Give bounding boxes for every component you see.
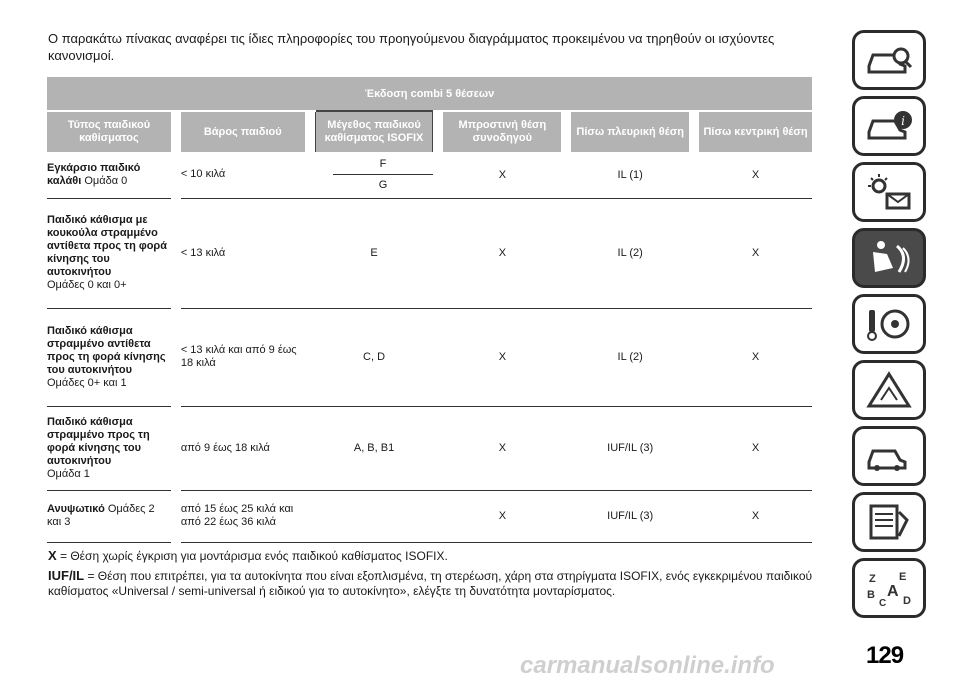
warning-lights-icon <box>863 172 915 212</box>
car-service-icon <box>863 436 915 476</box>
car-info-icon <box>863 106 915 146</box>
seat-type: Παιδικό κάθισμα στραμμένο προς τη φορά κίνησης του αυτοκινήτου Ομάδα 1 <box>47 406 171 490</box>
front-value: X <box>443 308 561 406</box>
rear-side-value: IL (1) <box>571 152 689 198</box>
header-rear-side: Πίσω πλευρική θέση <box>571 111 689 152</box>
isofix-size: A, B, B1 <box>315 406 433 490</box>
front-value: X <box>443 406 561 490</box>
seat-type: Παιδικό κάθισμα στραμμένο αντίθετα προς τη φορά κίνησης του αυτοκινήτου Ομάδες 0+ και 1 <box>47 308 171 406</box>
rear-center-value: X <box>699 490 812 542</box>
table-row <box>47 308 812 406</box>
chapter-tab-5[interactable] <box>852 294 926 354</box>
rear-side-value: IL (2) <box>571 198 689 308</box>
rear-side-value: IUF/IL (3) <box>571 490 689 542</box>
seat-type: Ανυψωτικό Ομάδες 2 και 3 <box>47 490 171 542</box>
chapter-sidebar <box>852 30 926 624</box>
isofix-size: C, D <box>315 308 433 406</box>
svg-text:i: i <box>901 114 905 128</box>
note-iuf-il: IUF/IL = Θέση που επιτρέπει, για τα αυτοκίνητα που είναι εξοπλισμένα, τη στερέωση, χάρη στα στηρίγματα ISOFIX, ενός εγκεκριμένου παιδικού καθίσματος «Universal / semi-universal ή ειδικού για το αυτοκίνητο», ελέγξτε τη δυνατότητα μονταρίσματος. <box>48 568 813 598</box>
isofix-size: E <box>315 198 433 308</box>
front-value: X <box>443 198 561 308</box>
isofix-size-g: G <box>378 179 388 192</box>
seat-type: Παιδικό κάθισμα με κουκούλα στραμμένο αντίθετα προς τη φορά κίνησης του αυτοκινήτου Ομάδες 0 και 0+ <box>47 198 171 308</box>
checklist-icon <box>863 502 915 542</box>
front-value: X <box>443 490 561 542</box>
svg-text:E: E <box>899 571 907 583</box>
child-weight: < 13 κιλά <box>181 198 305 308</box>
watermark: carmanualsonline.info <box>520 652 775 679</box>
page-number: 129 <box>866 642 904 669</box>
airbag-seat-icon <box>863 238 915 278</box>
rear-side-value: IL (2) <box>571 308 689 406</box>
chapter-tab-safety[interactable] <box>852 228 926 288</box>
svg-text:D: D <box>903 595 911 607</box>
seat-type: Εγκάρσιο παιδικό καλάθι Ομάδα 0 <box>47 152 171 198</box>
chapter-tab-2[interactable] <box>852 96 926 156</box>
rear-center-value: X <box>699 406 812 490</box>
front-value: X <box>443 152 561 198</box>
steering-key-icon <box>863 304 915 344</box>
road-warning-icon <box>863 370 915 410</box>
note-x: X = Θέση χωρίς έγκριση για μοντάρισμα ενός παιδικού καθίσματος ISOFIX. <box>48 548 448 563</box>
car-search-icon <box>863 40 915 80</box>
child-weight: < 10 κιλά <box>181 152 305 198</box>
rear-center-value: X <box>699 198 812 308</box>
isofix-size-f: F <box>333 154 433 175</box>
svg-text:C: C <box>879 598 887 608</box>
header-front: Μπροστινή θέση συνοδηγού <box>443 111 561 152</box>
header-isofix: Μέγεθος παιδικού καθίσματος ISOFIX <box>315 111 433 152</box>
chapter-tab-3[interactable] <box>852 162 926 222</box>
child-weight: < 13 κιλά και από 9 έως 18 κιλά <box>181 308 305 406</box>
edition-header: Έκδοση combi 5 θέσεων <box>47 77 812 111</box>
table-row <box>47 198 812 308</box>
svg-text:B: B <box>867 589 875 601</box>
chapter-tab-6[interactable] <box>852 360 926 420</box>
header-weight: Βάρος παιδιού <box>181 111 305 152</box>
svg-text:A: A <box>887 583 899 600</box>
chapter-tab-1[interactable] <box>852 30 926 90</box>
chapter-tab-7[interactable] <box>852 426 926 486</box>
child-weight: από 9 έως 18 κιλά <box>181 406 305 490</box>
child-seat-table <box>47 77 812 543</box>
header-rear-center: Πίσω κεντρική θέση <box>699 111 812 152</box>
table-notes <box>48 548 818 603</box>
isofix-size <box>315 152 433 198</box>
alphabet-index-icon <box>863 568 915 608</box>
isofix-size <box>315 490 433 542</box>
intro-text: Ο παρακάτω πίνακας αναφέρει τις ίδιες πληροφορίες του προηγούμενου διαγράμματος προκειμένου να τηρηθούν οι ισχύοντες κανονισμοί. <box>48 31 775 63</box>
rear-center-value: X <box>699 308 812 406</box>
table-row <box>47 490 812 542</box>
chapter-tab-9[interactable] <box>852 558 926 618</box>
rear-side-value: IUF/IL (3) <box>571 406 689 490</box>
table-row <box>47 406 812 490</box>
chapter-tab-8[interactable] <box>852 492 926 552</box>
header-type: Τύπος παιδικού καθίσματος <box>47 111 171 152</box>
rear-center-value: X <box>699 152 812 198</box>
table-row <box>47 152 812 198</box>
svg-text:Z: Z <box>869 573 876 585</box>
child-weight: από 15 έως 25 κιλά και από 22 έως 36 κιλά <box>181 490 305 542</box>
